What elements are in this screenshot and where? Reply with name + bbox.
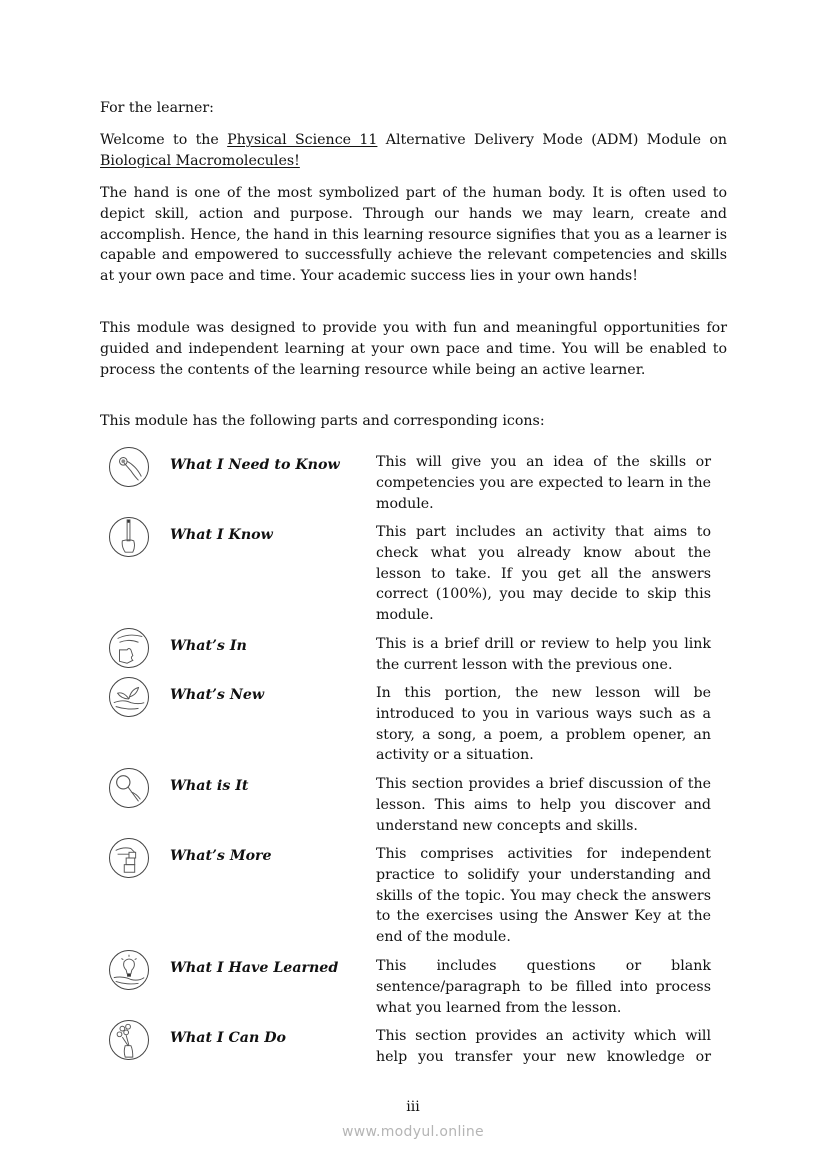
hand-holding-flowers-icon <box>109 1020 149 1060</box>
part-description: This will give you an idea of the skills or competencies you are expected to learn in the module. <box>376 454 711 512</box>
part-description: This comprises activities for independent practice to solidify your understanding and skills of the topic. You may check the answers to the exercises using the Answer Key at the end of the module. <box>376 846 711 946</box>
part-label: What I Know <box>170 527 273 543</box>
part-label: What I Need to Know <box>170 457 340 473</box>
part-label: What’s New <box>170 687 265 703</box>
welcome-prefix: Welcome to the <box>100 132 228 148</box>
part-description: This section provides an activity which will help you transfer your new knowledge or <box>376 1028 711 1065</box>
hand-puzzle-piece-icon <box>109 628 149 668</box>
greeting: For the learner: <box>100 100 214 116</box>
module-paragraph: This module was designed to provide you with fun and meaningful opportunities for guided and independent learning at your own pace and time. You will be enabled to process the contents of the learning resource while being an active learner. <box>100 320 727 378</box>
part-label: What I Can Do <box>170 1030 287 1046</box>
hand-paragraph: The hand is one of the most symbolized part of the human body. It is often used to depict skill, action and purpose. Through our hands we may learn, create and accomplish. Hence, the hand in this learning resource signifies that you as a learner is capable and empowered to successfully achieve the relevant competencies and skills at your own pace and time. Your academic success lies in your own hands! <box>100 185 727 285</box>
module-topic: Biological Macromolecules! <box>100 152 300 169</box>
hand-seedling-icon <box>109 677 149 717</box>
welcome-paragraph <box>100 130 727 172</box>
part-description: This is a brief drill or review to help you link the current lesson with the previous one. <box>376 636 711 673</box>
page-number: iii <box>406 1099 420 1115</box>
part-description: This section provides a brief discussion of the lesson. This aims to help you discover and understand new concepts and skills. <box>376 776 711 834</box>
part-label: What I Have Learned <box>170 960 339 976</box>
magnifying-glass-icon <box>109 768 149 808</box>
hand-holding-pencil-icon <box>109 517 149 557</box>
part-label: What’s More <box>170 848 272 864</box>
part-label: What is It <box>170 778 249 794</box>
pointing-hand-icon <box>109 447 149 487</box>
parts-intro: This module has the following parts and corresponding icons: <box>100 413 545 429</box>
part-description: This part includes an activity that aims to check what you already know about the lesson to take. If you get all the answers correct (100%), you may decide to skip this module. <box>376 524 711 624</box>
subject-name: Physical Science 11 <box>227 132 378 148</box>
watermark: www.modyul.online <box>342 1124 484 1140</box>
hand-stacking-blocks-icon <box>109 838 149 878</box>
hand-lightbulb-icon <box>109 950 149 990</box>
part-description: This includes questions or blank sentence/paragraph to be filled into process what you learned from the lesson. <box>376 958 711 1016</box>
welcome-middle: Alternative Delivery Mode (ADM) Module on <box>377 132 728 148</box>
part-label: What’s In <box>170 638 247 654</box>
part-description: In this portion, the new lesson will be introduced to you in various ways such as a story, a song, a poem, a problem opener, an activity or a situation. <box>376 685 711 764</box>
